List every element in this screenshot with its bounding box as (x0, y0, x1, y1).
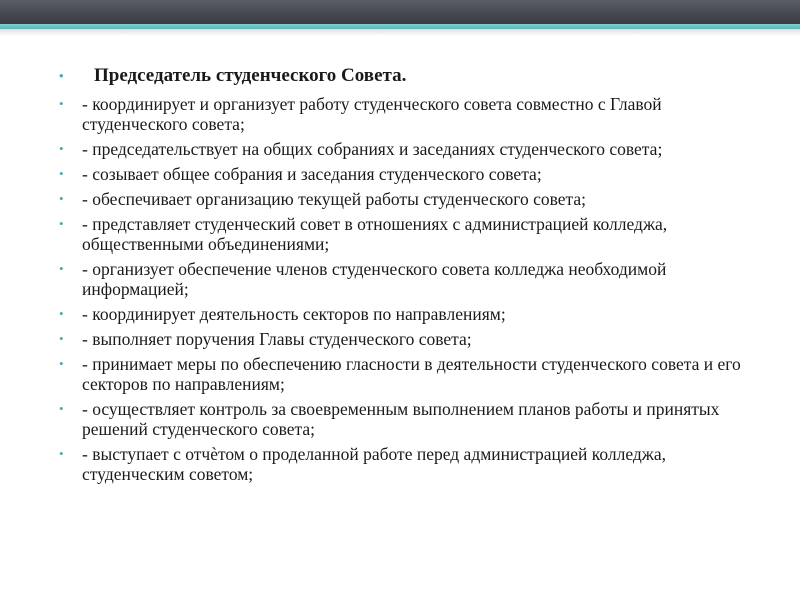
bullet-icon: • (59, 216, 64, 231)
bullet-icon: • (59, 331, 64, 346)
list-item (58, 189, 758, 209)
slide-content (58, 66, 758, 489)
bullet-icon: • (59, 141, 64, 156)
list-item-text: - выступает с отчѐтом о проделанной работе перед администрацией колледжа, студенческим советом; (82, 444, 667, 484)
list-item-text: - организует обеспечение членов студенческого совета колледжа необходимой информацией; (82, 259, 667, 299)
bullet-icon: • (59, 96, 64, 111)
list-item-text: - созывает общее собрания и заседания студенческого совета; (82, 164, 542, 184)
bullet-icon: • (59, 356, 64, 371)
list-item (58, 399, 758, 439)
list-item (58, 354, 758, 394)
bullet-icon: • (59, 401, 64, 416)
heading-text: Председатель студенческого Совета. (94, 65, 407, 86)
list-item-text: - координирует деятельность секторов по направлениям; (82, 304, 506, 324)
list-item-text: - председательствует на общих собраниях и заседаниях студенческого совета; (82, 139, 663, 159)
list-item (58, 444, 758, 484)
bullet-icon: • (59, 191, 64, 206)
list-item (58, 164, 758, 184)
bullet-icon: • (59, 261, 64, 276)
list-item-text: - обеспечивает организацию текущей работы студенческого совета; (82, 189, 587, 209)
list-item (58, 139, 758, 159)
list-item-text: - координирует и организует работу студенческого совета совместно с Главой студенческого совета; (82, 94, 662, 134)
accent-shadow (0, 29, 800, 36)
header-band (0, 0, 800, 24)
list-item (58, 94, 758, 134)
slide-heading (58, 66, 758, 86)
bullet-icon: • (59, 306, 64, 321)
list-item (58, 259, 758, 299)
bullet-icon: • (59, 446, 64, 461)
list-item-text: - осуществляет контроль за своевременным выполнением планов работы и принятых решений студенческого совета; (82, 399, 720, 439)
list-item-text: - выполняет поручения Главы студенческого совета; (82, 329, 472, 349)
bullet-icon: • (59, 68, 64, 83)
bullet-list (58, 66, 758, 484)
list-item-text: - принимает меры по обеспечению гласности в деятельности студенческого совета и его секторов по направлениям; (82, 354, 741, 394)
list-item (58, 304, 758, 324)
list-item (58, 214, 758, 254)
list-item-text: - представляет студенческий совет в отношениях с администрацией колледжа, общественными объединениями; (82, 214, 668, 254)
bullet-icon: • (59, 166, 64, 181)
list-item (58, 329, 758, 349)
